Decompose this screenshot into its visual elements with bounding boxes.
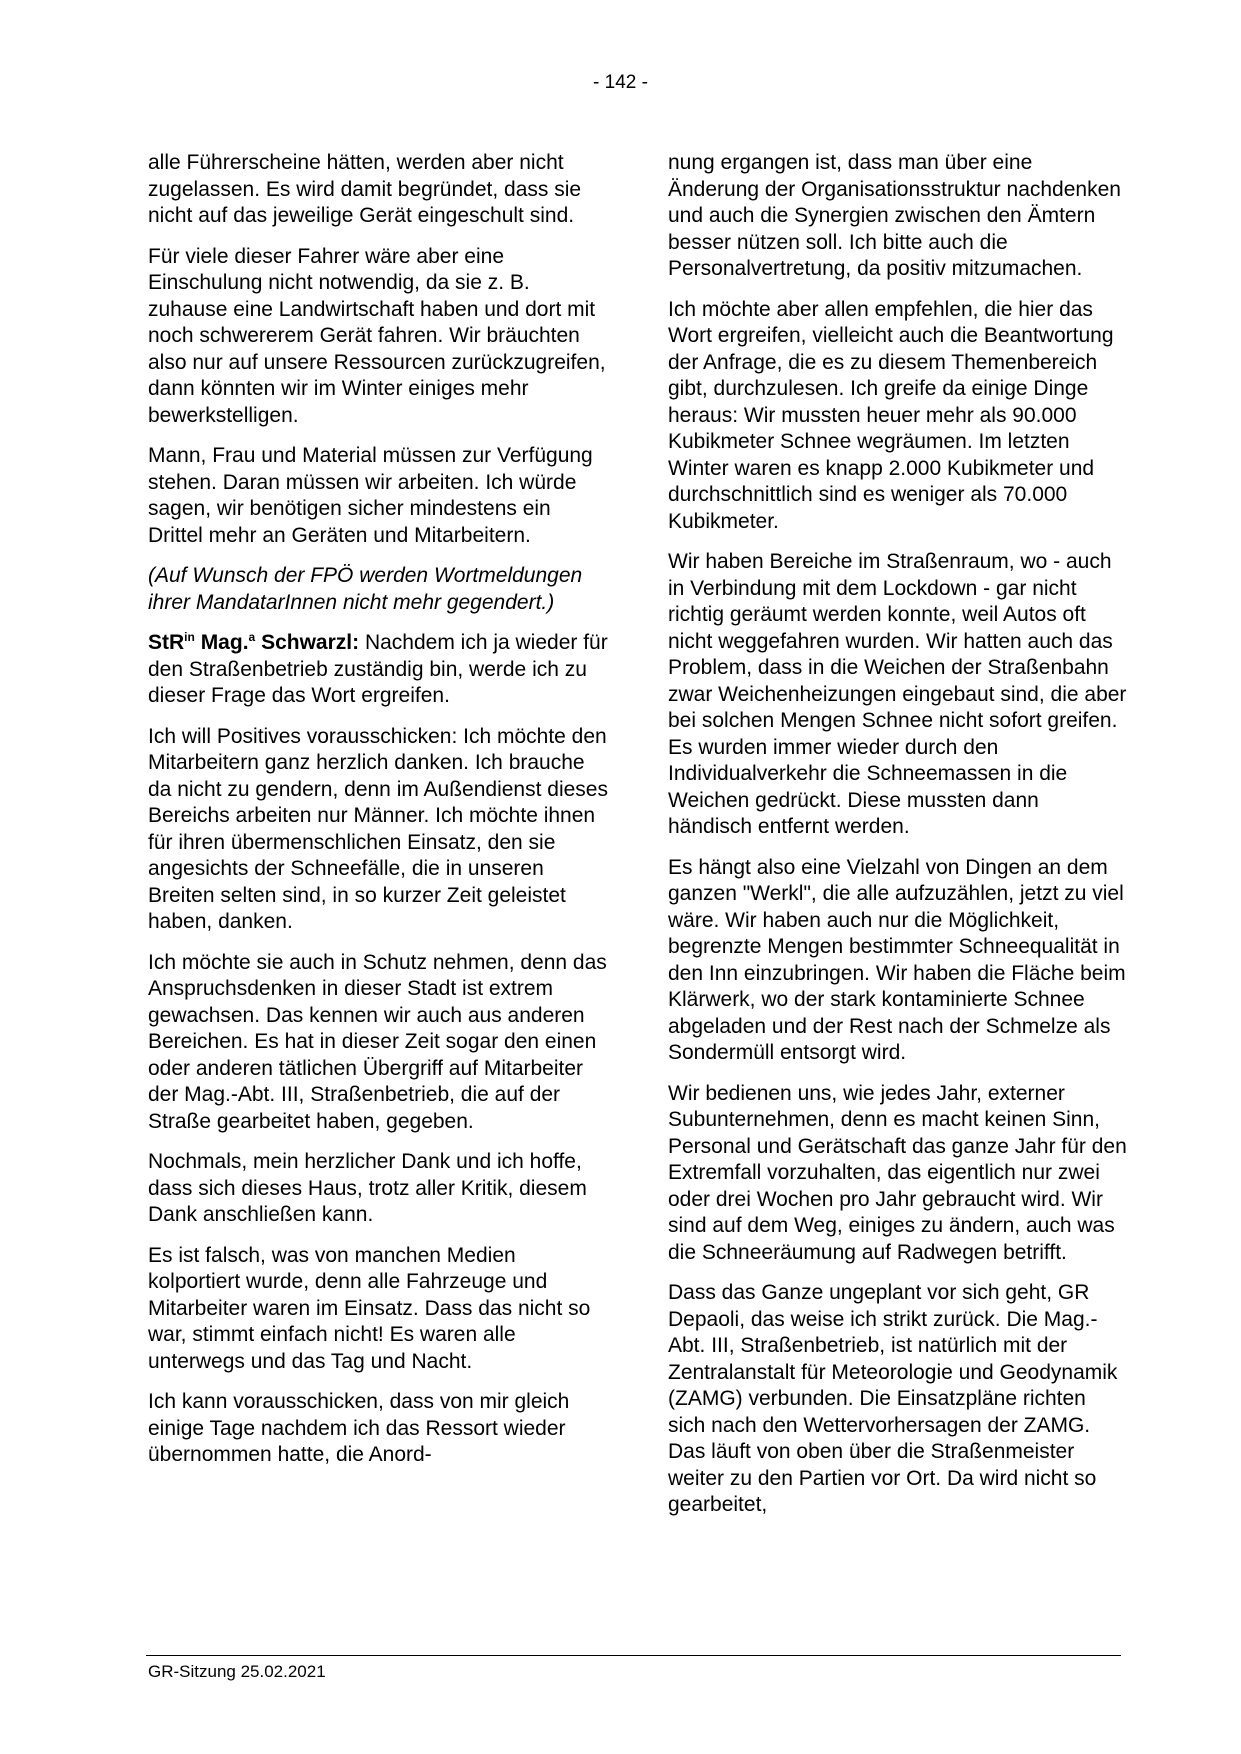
paragraph: Ich kann vorausschicken, dass von mir gleich einige Tage nachdem ich das Ressort wieder übernommen hatte, die Anord- [148, 1390, 570, 1466]
editorial-note: (Auf Wunsch der FPÖ werden Wortmeldungen ihrer MandatarInnen nicht mehr gegendert.) [148, 564, 583, 614]
paragraph: Für viele dieser Fahrer wäre aber eine Einschulung nicht notwendig, da sie z. B. zuhause eine Landwirtschaft haben und dort mit noch schwererem Gerät fahren. Wir bräuchten also nur auf unsere Ressourcen zurückzugreifen, dann könnten wir im Winter einiges mehr bewerkstelligen. [148, 244, 606, 427]
footer-text: GR-Sitzung 25.02.2021 [148, 1662, 326, 1681]
footer-rule [146, 1655, 1121, 1656]
right-column [668, 150, 1128, 1533]
paragraph: nung ergangen ist, dass man über eine Änderung der Organisationsstruktur nachdenken und auch die Synergien zwischen den Ämtern besser nützen soll. Ich bitte auch die Personalvertretung, da positiv mitzumachen. [668, 151, 1121, 280]
paragraph: Es ist falsch, was von manchen Medien kolportiert wurde, denn alle Fahrzeuge und Mitarbeiter waren im Einsatz. Dass das nicht so war, stimmt einfach nicht! Es waren alle unterwegs und das Tag und Nacht. [148, 1243, 591, 1373]
paragraph: Ich will Positives vorausschicken: Ich möchte den Mitarbeitern ganz herzlich danken. Ich brauche da nicht zu gendern, denn im Außendienst dieses Bereichs arbeiten nur Männer. Ich möchte ihnen für ihren übermenschlichen Einsatz, den sie angesichts der Schneefälle, die in unseren Breiten selten sind, in so kurzer Zeit geleistet haben, danken. [148, 724, 608, 933]
speaker-paragraph [148, 630, 608, 710]
speaker-title-suffix: in [184, 630, 195, 644]
paragraph: Ich möchte aber allen empfehlen, die hier das Wort ergreifen, vielleicht auch die Beantwortung der Anfrage, die es zu diesem Themenbereich gibt, durchzulesen. Ich greife da einige Dinge heraus: Wir mussten heuer mehr als 90.000 Kubikmeter Schnee wegräumen. Im letzten Winter waren es knapp 2.000 Kubikmeter und durchschnittlich sind es weniger als 70.000 Kubikmeter. [668, 297, 1114, 533]
paragraph: Wir bedienen uns, wie jedes Jahr, externer Subunternehmen, denn es macht keinen Sinn, Personal und Gerätschaft das ganze Jahr für den Extremfall vorzuhalten, das eigentlich nur zwei oder drei Wochen pro Jahr gebraucht wird. Wir sind auf dem Weg, einiges zu ändern, auch was die Schneeräumung auf Radwegen betrifft. [668, 1081, 1127, 1264]
paragraph: alle Führerscheine hätten, werden aber nicht zugelassen. Es wird damit begründet, dass sie nicht auf das jeweilige Gerät eingeschult sind. [148, 151, 582, 227]
speaker-degree: Mag. [200, 631, 249, 654]
left-column [148, 150, 608, 1483]
speaker-text: Nachdem ich ja wieder für den Straßenbetrieb zuständig bin, werde ich zu dieser Frage das Wort ergreifen. [148, 631, 608, 707]
paragraph: Ich möchte sie auch in Schutz nehmen, denn das Anspruchsdenken in dieser Stadt ist extrem gewachsen. Das kennen wir auch aus anderen Bereichen. Es hat in dieser Zeit sogar den einen oder anderen tätlichen Übergriff auf Mitarbeiter der Mag.-Abt. III, Straßenbetrieb, die auf der Straße gearbeitet haben, gegeben. [148, 950, 607, 1133]
paragraph: Nochmals, mein herzlicher Dank und ich hoffe, dass sich dieses Haus, trotz aller Kritik, diesem Dank anschließen kann. [148, 1150, 587, 1226]
paragraph: Dass das Ganze ungeplant vor sich geht, GR Depaoli, das weise ich strikt zurück. Die Mag.-Abt. III, Straßenbetrieb, ist natürlich mit der Zentralanstalt für Meteorologie und Geodynamik (ZAMG) verbunden. Die Einsatzpläne richten sich nach den Wettervorhersagen der ZAMG. Das läuft von oben über die Straßenmeister weiter zu den Partien vor Ort. Da wird nicht so gearbeitet, [668, 1281, 1118, 1516]
speaker-degree-suffix: a [248, 630, 256, 644]
speaker-name: Schwarzl: [261, 631, 360, 654]
paragraph: Wir haben Bereiche im Straßenraum, wo - auch in Verbindung mit dem Lockdown - gar nicht richtig geräumt werden konnte, weil Autos oft nicht weggefahren wurden. Wir hatten auch das Problem, dass in die Weichen der Straßenbahn zwar Weichenheizungen eingebaut sind, die aber bei solchen Mengen Schnee nicht sofort greifen. Es wurden immer wieder durch den Individualverkehr die Schneemassen in die Weichen gedrückt. Diese mussten dann händisch entfernt werden. [668, 550, 1127, 838]
paragraph: Es hängt also eine Vielzahl von Dingen an dem ganzen "Werkl", die alle aufzuzählen, jetzt zu viel wäre. Wir haben auch nur die Möglichkeit, begrenzte Mengen bestimmter Schneequalität in den Inn einzubringen. Wir haben die Fläche beim Klärwerk, wo der stark kontaminierte Schnee abgeladen und der Rest nach der Schmelze als Sondermüll entsorgt wird. [668, 855, 1126, 1064]
speaker-title: StR [148, 631, 185, 654]
speaker-label [148, 631, 359, 654]
page-number: - 142 - [593, 72, 648, 93]
paragraph: Mann, Frau und Material müssen zur Verfügung stehen. Daran müssen wir arbeiten. Ich würde sagen, wir benötigen sicher mindestens ein Drittel mehr an Geräten und Mitarbeitern. [148, 444, 593, 547]
